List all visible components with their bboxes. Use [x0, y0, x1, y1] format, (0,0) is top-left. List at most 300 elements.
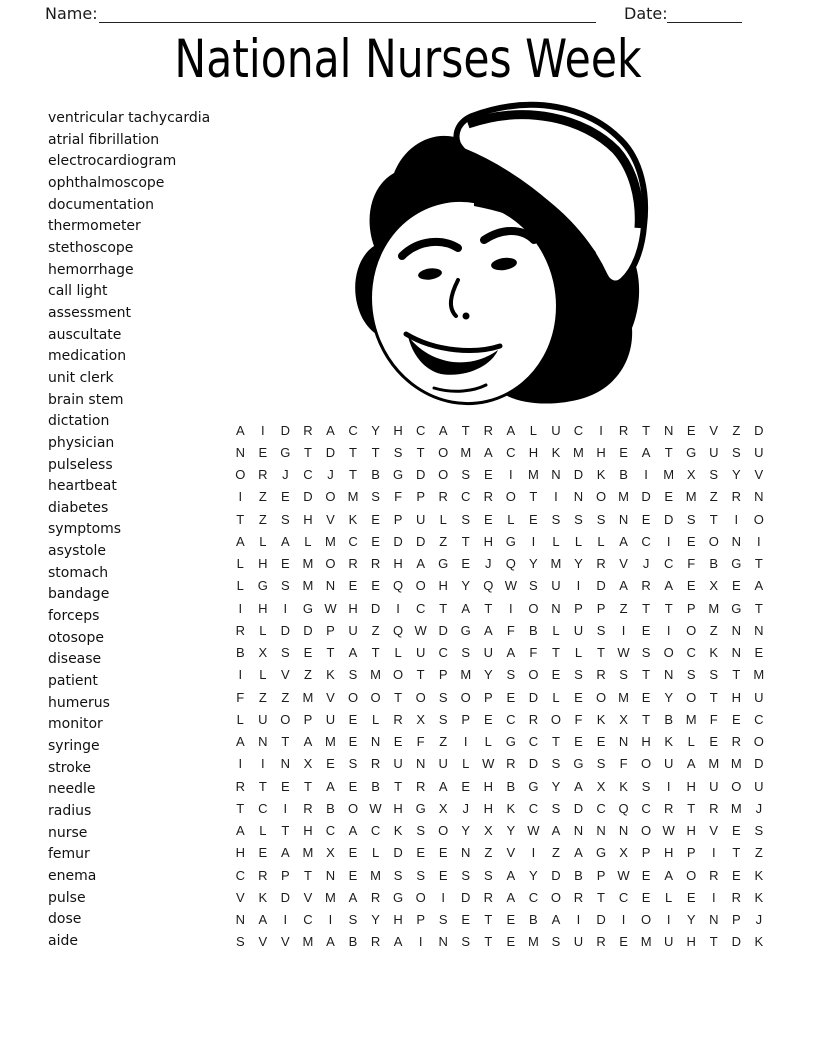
word-list-item: femur: [48, 846, 90, 863]
grid-letter: I: [418, 934, 423, 950]
grid-letter: M: [527, 467, 539, 483]
grid-letter: E: [281, 556, 290, 572]
grid-letter: E: [574, 734, 583, 750]
grid-letter: K: [709, 645, 719, 661]
grid-letter: F: [709, 711, 718, 727]
grid-letter: B: [664, 711, 673, 727]
word-list-item: dose: [48, 911, 82, 928]
grid-letter: D: [415, 533, 426, 549]
grid-letter: E: [281, 778, 290, 794]
word-list-item: forceps: [48, 608, 100, 625]
grid-letter: E: [596, 734, 606, 750]
grid-letter: H: [258, 556, 268, 572]
grid-letter: A: [574, 845, 583, 861]
grid-letter: S: [596, 622, 606, 638]
grid-letter: R: [370, 556, 381, 572]
grid-letter: J: [485, 556, 492, 572]
word-list-item: unit clerk: [48, 369, 114, 386]
grid-letter: D: [596, 912, 606, 928]
grid-letter: W: [662, 823, 675, 839]
grid-letter: N: [573, 489, 584, 505]
grid-letter: N: [235, 912, 245, 928]
grid-letter: F: [394, 489, 403, 505]
grid-letter: U: [551, 422, 561, 438]
grid-letter: I: [711, 845, 716, 861]
grid-letter: T: [236, 800, 245, 816]
grid-letter: R: [641, 578, 651, 594]
grid-letter: T: [394, 778, 403, 794]
grid-letter: A: [551, 823, 561, 839]
grid-letter: T: [732, 845, 741, 861]
grid-letter: S: [416, 823, 425, 839]
grid-letter: C: [235, 867, 245, 883]
grid-letter: D: [731, 934, 741, 950]
grid-letter: E: [348, 778, 358, 794]
grid-letter: J: [642, 556, 650, 572]
grid-letter: E: [686, 533, 696, 549]
grid-letter: E: [641, 622, 651, 638]
grid-letter: I: [509, 467, 513, 483]
grid-letter: S: [461, 467, 471, 483]
grid-letter: N: [325, 867, 336, 883]
grid-letter: E: [483, 467, 493, 483]
grid-letter: Z: [551, 845, 560, 861]
grid-letter: S: [619, 667, 628, 683]
grid-letter: O: [370, 689, 381, 705]
grid-letter: O: [550, 711, 561, 727]
grid-letter: P: [483, 689, 493, 705]
grid-letter: N: [754, 622, 764, 638]
grid-letter: H: [393, 422, 403, 438]
grid-letter: F: [529, 645, 538, 661]
grid-letter: Z: [732, 422, 741, 438]
word-list-item: pulse: [48, 889, 86, 906]
grid-letter: L: [259, 823, 267, 839]
grid-letter: R: [731, 889, 741, 905]
grid-letter: Q: [505, 556, 516, 572]
grid-letter: L: [236, 556, 244, 572]
grid-letter: O: [415, 578, 426, 594]
grid-letter: N: [731, 533, 741, 549]
grid-letter: A: [235, 533, 245, 549]
grid-letter: T: [642, 422, 651, 438]
grid-letter: R: [303, 422, 313, 438]
grid-letter: I: [283, 912, 288, 928]
grid-letter: W: [504, 578, 517, 594]
grid-letter: J: [282, 467, 289, 483]
grid-letter: O: [438, 467, 449, 483]
word-list-item: stroke: [48, 759, 92, 776]
word-list-item: diabetes: [48, 499, 109, 516]
grid-letter: E: [641, 511, 651, 527]
grid-letter: U: [709, 444, 719, 460]
grid-letter: O: [280, 711, 291, 727]
grid-letter: J: [327, 467, 334, 483]
grid-letter: E: [348, 578, 358, 594]
grid-letter: S: [281, 511, 290, 527]
grid-letter: D: [370, 600, 381, 616]
grid-letter: L: [462, 756, 470, 772]
grid-letter: I: [644, 467, 648, 483]
grid-letter: E: [641, 867, 651, 883]
grid-letter: O: [663, 645, 674, 661]
grid-letter: T: [236, 511, 245, 527]
grid-letter: O: [460, 689, 471, 705]
grid-letter: K: [393, 823, 403, 839]
grid-letter: K: [754, 934, 764, 950]
grid-letter: E: [506, 912, 516, 928]
grid-letter: V: [754, 467, 764, 483]
grid-letter: M: [302, 689, 314, 705]
word-list-item: electrocardiogram: [48, 153, 177, 170]
grid-letter: C: [528, 734, 539, 750]
grid-letter: M: [302, 845, 314, 861]
grid-letter: I: [261, 756, 265, 772]
grid-letter: X: [416, 711, 425, 727]
grid-letter: Y: [551, 778, 561, 794]
grid-letter: H: [438, 578, 448, 594]
grid-letter: H: [235, 845, 245, 861]
grid-letter: S: [686, 511, 696, 527]
grid-letter: L: [439, 511, 447, 527]
grid-letter: A: [348, 645, 358, 661]
grid-letter: J: [755, 912, 763, 928]
grid-letter: S: [551, 756, 561, 772]
grid-letter: A: [235, 734, 245, 750]
grid-letter: O: [528, 667, 539, 683]
grid-letter: F: [574, 711, 583, 727]
grid-letter: T: [303, 778, 312, 794]
grid-letter: X: [619, 845, 628, 861]
grid-letter: E: [348, 734, 358, 750]
grid-letter: V: [281, 934, 290, 950]
grid-letter: V: [235, 889, 245, 905]
grid-letter: E: [483, 711, 493, 727]
letter-grid: [229, 419, 770, 953]
grid-letter: V: [326, 511, 335, 527]
grid-letter: Z: [258, 689, 267, 705]
grid-letter: T: [439, 600, 448, 616]
grid-letter: A: [303, 734, 313, 750]
word-list-item: syringe: [48, 738, 100, 755]
grid-letter: Z: [619, 600, 628, 616]
grid-letter: Y: [574, 556, 583, 572]
grid-letter: M: [640, 934, 652, 950]
grid-letter: G: [460, 622, 471, 638]
grid-letter: I: [531, 845, 536, 861]
grid-letter: C: [663, 556, 674, 572]
grid-letter: E: [686, 889, 696, 905]
grid-letter: S: [348, 667, 358, 683]
grid-letter: E: [371, 578, 380, 594]
grid-letter: L: [259, 667, 267, 683]
grid-letter: W: [527, 823, 540, 839]
grid-letter: X: [596, 778, 606, 794]
grid-letter: C: [415, 600, 426, 616]
grid-letter: Z: [303, 667, 312, 683]
grid-letter: M: [302, 578, 314, 594]
grid-letter: S: [731, 444, 741, 460]
grid-letter: T: [732, 667, 741, 683]
grid-letter: O: [393, 667, 404, 683]
grid-letter: L: [371, 711, 380, 727]
grid-letter: W: [482, 756, 495, 772]
grid-letter: G: [505, 533, 516, 549]
grid-letter: H: [393, 912, 403, 928]
grid-letter: G: [257, 578, 268, 594]
grid-letter: D: [596, 578, 606, 594]
grid-letter: D: [280, 622, 291, 638]
grid-letter: N: [731, 645, 741, 661]
grid-letter: I: [463, 734, 468, 750]
grid-letter: I: [666, 533, 671, 549]
grid-letter: K: [348, 511, 358, 527]
grid-letter: K: [596, 467, 606, 483]
grid-letter: Z: [439, 734, 448, 750]
grid-letter: E: [529, 511, 538, 527]
grid-letter: F: [416, 734, 425, 750]
name-label: Name:: [45, 4, 98, 23]
grid-letter: C: [348, 533, 358, 549]
grid-letter: D: [461, 889, 471, 905]
grid-letter: G: [505, 734, 516, 750]
grid-letter: H: [641, 734, 651, 750]
grid-letter: S: [709, 667, 719, 683]
grid-letter: P: [731, 912, 741, 928]
grid-letter: S: [438, 689, 448, 705]
grid-letter: L: [507, 511, 515, 527]
word-list-item: dictation: [48, 413, 110, 430]
nostril: [463, 313, 470, 320]
grid-letter: E: [371, 511, 380, 527]
grid-letter: B: [506, 778, 516, 794]
grid-letter: C: [370, 823, 381, 839]
grid-letter: N: [280, 756, 291, 772]
grid-letter: G: [731, 600, 742, 616]
grid-letter: O: [595, 689, 607, 705]
grid-letter: M: [370, 867, 381, 883]
grid-letter: R: [483, 489, 493, 505]
grid-letter: W: [414, 622, 427, 638]
grid-letter: D: [528, 689, 539, 705]
grid-letter: U: [754, 778, 764, 794]
grid-letter: Y: [529, 867, 538, 883]
grid-letter: R: [235, 778, 245, 794]
grid-letter: I: [621, 622, 626, 638]
grid-letter: E: [574, 689, 583, 705]
word-list-item: brain stem: [48, 391, 124, 408]
grid-letter: I: [441, 889, 445, 905]
grid-letter: E: [551, 667, 561, 683]
grid-letter: A: [326, 934, 335, 950]
grid-letter: R: [663, 800, 674, 816]
grid-letter: S: [461, 867, 471, 883]
grid-letter: R: [506, 756, 516, 772]
grid-letter: D: [528, 756, 539, 772]
grid-letter: S: [416, 867, 425, 883]
grid-letter: S: [754, 823, 764, 839]
grid-letter: P: [641, 845, 651, 861]
grid-letter: T: [349, 444, 357, 460]
grid-letter: X: [483, 823, 493, 839]
grid-letter: P: [281, 867, 290, 883]
grid-letter: D: [438, 622, 448, 638]
grid-letter: S: [574, 667, 583, 683]
word-list-item: patient: [48, 673, 98, 690]
grid-letter: E: [281, 489, 290, 505]
grid-letter: U: [438, 756, 448, 772]
grid-letter: A: [619, 533, 628, 549]
grid-letter: A: [664, 867, 673, 883]
grid-letter: E: [619, 934, 628, 950]
grid-letter: Z: [258, 511, 267, 527]
grid-letter: E: [258, 845, 268, 861]
grid-letter: R: [573, 889, 584, 905]
grid-letter: I: [757, 533, 761, 549]
grid-letter: N: [596, 823, 606, 839]
grid-letter: D: [393, 845, 403, 861]
grid-letter: U: [415, 645, 426, 661]
grid-letter: H: [596, 444, 606, 460]
word-list-item: thermometer: [48, 218, 141, 235]
grid-letter: H: [483, 533, 493, 549]
grid-letter: E: [258, 444, 268, 460]
grid-letter: D: [303, 622, 313, 638]
grid-letter: A: [393, 934, 403, 950]
grid-letter: I: [238, 667, 243, 683]
grid-letter: R: [731, 734, 741, 750]
grid-letter: E: [483, 511, 493, 527]
grid-letter: O: [731, 778, 742, 794]
grid-letter: G: [573, 756, 584, 772]
grid-letter: I: [576, 912, 581, 928]
grid-letter: H: [686, 823, 696, 839]
grid-letter: D: [573, 467, 584, 483]
grid-letter: H: [393, 800, 403, 816]
grid-letter: Y: [506, 823, 516, 839]
grid-letter: T: [416, 667, 425, 683]
grid-letter: F: [619, 756, 628, 772]
grid-letter: T: [416, 444, 425, 460]
grid-letter: N: [258, 734, 268, 750]
word-list-item: disease: [48, 651, 102, 668]
grid-letter: N: [754, 489, 764, 505]
grid-letter: E: [348, 867, 358, 883]
word-list-item: bandage: [48, 586, 110, 603]
grid-letter: R: [370, 934, 381, 950]
grid-letter: A: [506, 645, 516, 661]
grid-letter: T: [664, 600, 673, 616]
grid-letter: S: [348, 912, 358, 928]
grid-letter: Z: [371, 622, 380, 638]
grid-letter: A: [326, 422, 335, 438]
grid-letter: K: [258, 889, 268, 905]
grid-letter: G: [686, 444, 697, 460]
grid-letter: T: [597, 645, 605, 661]
grid-letter: T: [687, 800, 696, 816]
grid-letter: E: [506, 934, 516, 950]
grid-letter: A: [506, 422, 516, 438]
grid-letter: R: [596, 556, 606, 572]
grid-letter: Y: [461, 823, 471, 839]
grid-letter: I: [283, 800, 288, 816]
grid-letter: P: [416, 489, 425, 505]
grid-letter: C: [325, 823, 336, 839]
grid-letter: R: [438, 489, 448, 505]
grid-letter: M: [618, 689, 629, 705]
grid-letter: K: [664, 734, 673, 750]
grid-letter: D: [325, 444, 336, 460]
grid-letter: T: [371, 444, 380, 460]
grid-letter: M: [527, 934, 539, 950]
grid-letter: J: [755, 800, 763, 816]
grid-letter: X: [686, 467, 696, 483]
word-list-item: physician: [48, 434, 115, 451]
grid-letter: N: [618, 734, 629, 750]
grid-letter: E: [641, 689, 651, 705]
grid-letter: G: [438, 556, 449, 572]
word-list-item: documentation: [48, 196, 155, 213]
grid-letter: C: [506, 711, 516, 727]
grid-letter: H: [303, 823, 313, 839]
grid-letter: Q: [483, 578, 494, 594]
grid-letter: E: [438, 867, 448, 883]
grid-letter: F: [236, 689, 245, 705]
grid-letter: C: [641, 533, 651, 549]
grid-letter: R: [370, 756, 381, 772]
grid-letter: S: [438, 711, 448, 727]
name-blank-line: [99, 2, 596, 23]
grid-letter: W: [369, 800, 382, 816]
grid-letter: S: [461, 511, 471, 527]
grid-letter: D: [280, 889, 291, 905]
grid-letter: M: [302, 556, 314, 572]
grid-letter: A: [235, 422, 245, 438]
grid-letter: Y: [483, 667, 493, 683]
grid-letter: C: [754, 711, 764, 727]
grid-letter: A: [326, 778, 335, 794]
grid-letter: K: [619, 778, 628, 794]
grid-letter: G: [731, 556, 742, 572]
grid-letter: T: [258, 778, 267, 794]
grid-letter: B: [371, 467, 380, 483]
grid-letter: L: [259, 533, 267, 549]
word-list-item: call light: [48, 283, 108, 300]
grid-letter: E: [731, 578, 741, 594]
grid-letter: V: [303, 889, 313, 905]
word-list-item: needle: [48, 781, 96, 798]
grid-letter: R: [709, 800, 719, 816]
grid-letter: R: [415, 778, 426, 794]
grid-letter: E: [416, 845, 425, 861]
grid-letter: X: [438, 800, 448, 816]
grid-letter: W: [617, 645, 630, 661]
grid-letter: G: [280, 444, 291, 460]
grid-letter: D: [641, 489, 651, 505]
grid-letter: U: [325, 711, 336, 727]
grid-letter: G: [595, 845, 607, 861]
grid-letter: H: [483, 778, 493, 794]
grid-letter: M: [618, 489, 629, 505]
grid-letter: B: [235, 645, 245, 661]
grid-letter: C: [303, 912, 313, 928]
grid-letter: K: [754, 889, 764, 905]
grid-letter: H: [258, 600, 268, 616]
grid-letter: I: [599, 422, 603, 438]
grid-letter: D: [415, 467, 426, 483]
grid-letter: D: [280, 422, 291, 438]
grid-letter: S: [574, 511, 583, 527]
